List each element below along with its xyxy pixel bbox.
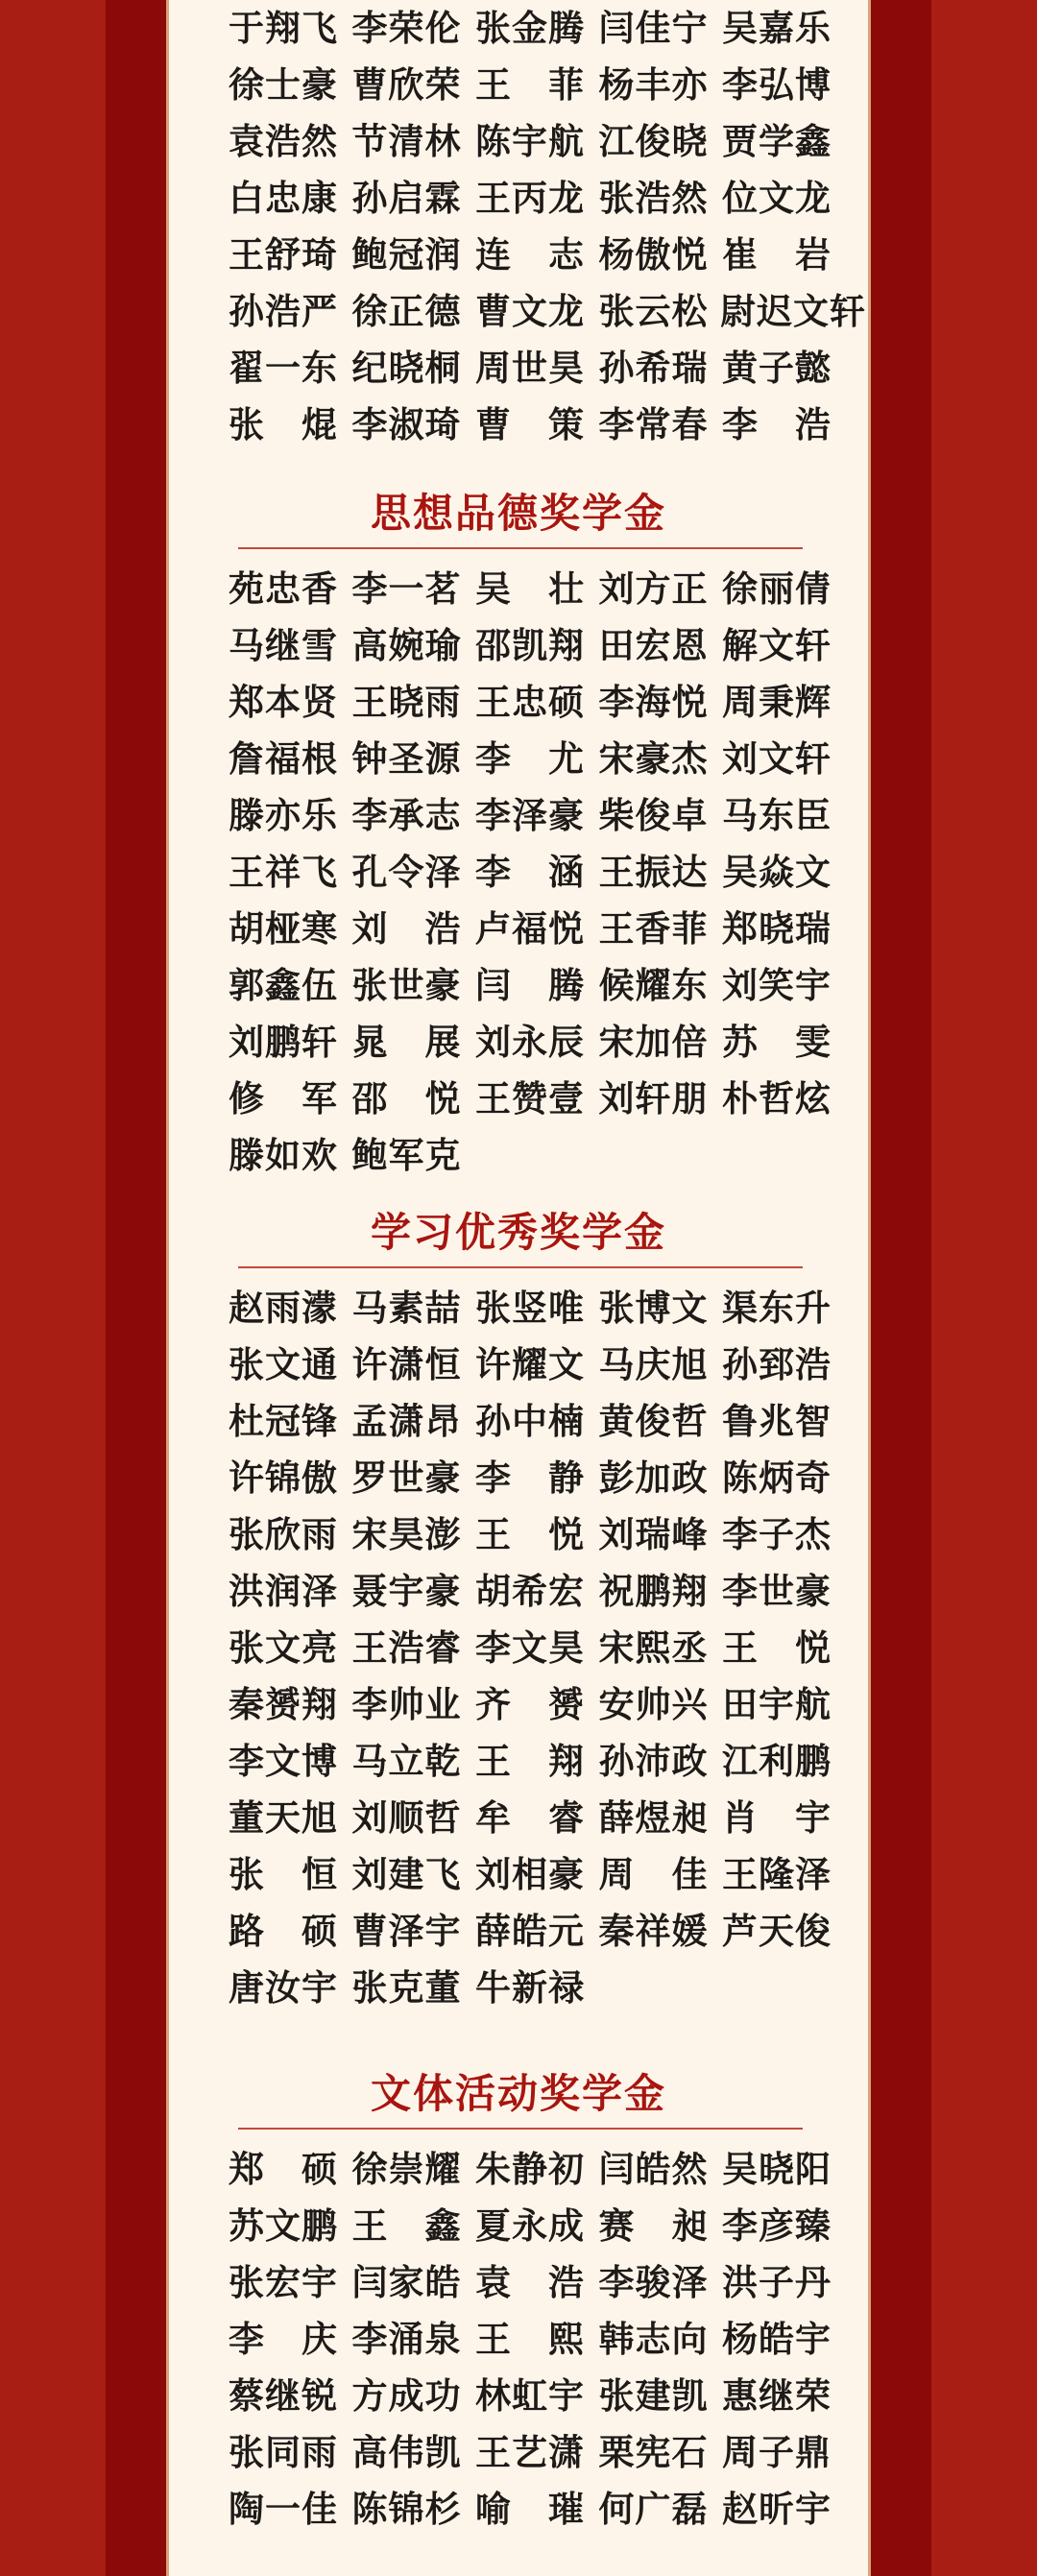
recipient-name: 何广磊 xyxy=(598,2488,709,2530)
recipient-name: 袁浩然 xyxy=(229,120,338,162)
recipient-name: 候耀东 xyxy=(598,964,709,1006)
recipient-name: 齐 赟 xyxy=(475,1683,585,1725)
recipient-name: 芦天俊 xyxy=(722,1910,832,1952)
recipient-name: 王舒琦 xyxy=(229,233,338,276)
recipient-name: 宋加倍 xyxy=(598,1021,709,1063)
recipient-name: 鲁兆智 xyxy=(722,1400,832,1442)
name-row xyxy=(169,113,868,170)
recipient-name: 李涌泉 xyxy=(351,2318,462,2360)
recipient-name: 苏文鹏 xyxy=(229,2204,338,2247)
name-row xyxy=(169,561,868,617)
recipient-name: 詹福根 xyxy=(229,737,338,780)
name-row xyxy=(169,731,868,787)
recipient-name: 高婉瑜 xyxy=(351,624,462,666)
recipient-name: 马继雪 xyxy=(229,624,338,666)
recipient-name: 唐汝宇 xyxy=(229,1966,338,2009)
name-row xyxy=(169,1790,868,1846)
recipient-name: 江俊晓 xyxy=(598,120,709,162)
scholarship-section xyxy=(169,2016,868,2538)
recipient-name: 周 佳 xyxy=(598,1853,709,1895)
recipient-name: 白忠康 xyxy=(229,177,338,219)
name-row xyxy=(169,1563,868,1620)
recipient-name: 张建凯 xyxy=(598,2374,709,2417)
recipient-name: 孔令泽 xyxy=(351,851,462,893)
recipient-name: 苑忠香 xyxy=(229,567,338,610)
name-row xyxy=(169,1336,868,1393)
recipient-name: 牛新禄 xyxy=(475,1966,585,2009)
name-row xyxy=(169,2311,868,2368)
recipient-name: 杨傲悦 xyxy=(598,233,709,276)
recipient-name: 秦赟翔 xyxy=(229,1683,338,1725)
recipient-name: 陈锦杉 xyxy=(351,2488,462,2530)
recipient-name: 韩志向 xyxy=(598,2318,709,2360)
recipient-name: 杜冠锋 xyxy=(229,1400,338,1442)
recipient-name: 许耀文 xyxy=(475,1343,585,1385)
recipient-name: 纪晓桐 xyxy=(351,347,462,389)
recipient-name: 孙希瑞 xyxy=(598,347,709,389)
recipient-name: 黄子懿 xyxy=(722,347,832,389)
recipient-name: 杨皓宇 xyxy=(722,2318,832,2360)
recipient-name: 李骏泽 xyxy=(598,2261,709,2303)
recipient-name: 马东臣 xyxy=(722,794,832,836)
recipient-name: 张文亮 xyxy=(229,1626,338,1669)
section-divider xyxy=(238,1266,803,1268)
recipient-name: 刘永辰 xyxy=(475,1021,585,1063)
recipient-name: 徐崇耀 xyxy=(351,2148,462,2190)
name-row xyxy=(169,2368,868,2424)
recipient-name: 彭加政 xyxy=(598,1457,709,1499)
recipient-name: 张宏宇 xyxy=(229,2261,338,2303)
recipient-name: 黄俊哲 xyxy=(598,1400,709,1442)
recipient-name: 张 焜 xyxy=(229,403,338,445)
recipient-name: 宋熙丞 xyxy=(598,1626,709,1669)
name-row xyxy=(169,283,868,340)
scholarship-section xyxy=(169,453,868,1184)
recipient-name: 孙郅浩 xyxy=(722,1343,832,1385)
name-row xyxy=(169,2424,868,2481)
recipient-name: 王忠硕 xyxy=(475,681,585,723)
recipient-name: 李荣伦 xyxy=(351,7,462,49)
recipient-name: 胡桠寒 xyxy=(229,907,338,950)
recipient-name: 王丙龙 xyxy=(475,177,585,219)
recipient-name: 路 硕 xyxy=(229,1910,338,1952)
name-row xyxy=(169,1393,868,1450)
recipient-name: 王隆泽 xyxy=(722,1853,832,1895)
section-title: 文体活动奖学金 xyxy=(370,2070,666,2117)
recipient-name: 柴俊卓 xyxy=(598,794,709,836)
recipient-name: 周秉辉 xyxy=(722,681,832,723)
recipient-name: 节清林 xyxy=(351,120,462,162)
recipient-name: 王 熙 xyxy=(475,2318,585,2360)
recipient-name: 钟圣源 xyxy=(351,737,462,780)
recipient-name: 崔 岩 xyxy=(722,233,832,276)
recipient-name: 王香菲 xyxy=(598,907,709,950)
recipient-name: 李海悦 xyxy=(598,681,709,723)
recipient-name: 罗世豪 xyxy=(351,1457,462,1499)
recipient-name xyxy=(597,1960,711,2016)
recipient-name: 郑晓瑞 xyxy=(722,907,832,950)
recipient-name: 惠继荣 xyxy=(722,2374,832,2417)
name-row xyxy=(169,397,868,453)
recipient-name: 江利鹏 xyxy=(722,1740,832,1782)
recipient-name: 田宏恩 xyxy=(598,624,709,666)
name-row xyxy=(169,957,868,1014)
recipient-name: 王 悦 xyxy=(475,1513,585,1555)
recipient-name: 喻 璀 xyxy=(475,2488,585,2530)
recipient-name: 徐丽倩 xyxy=(722,567,832,610)
recipient-name: 牟 睿 xyxy=(475,1796,585,1839)
recipient-name: 徐士豪 xyxy=(229,63,338,106)
recipient-name: 孙启霖 xyxy=(351,177,462,219)
recipient-name: 吴 壮 xyxy=(475,567,585,610)
recipient-name xyxy=(597,1127,711,1184)
recipient-name: 李文昊 xyxy=(475,1626,585,1669)
recipient-name: 安帅兴 xyxy=(598,1683,709,1725)
recipient-name: 聂宇豪 xyxy=(351,1570,462,1612)
recipient-name: 王 菲 xyxy=(475,63,585,106)
name-row xyxy=(169,1846,868,1903)
recipient-name: 闫皓然 xyxy=(598,2148,709,2190)
recipient-name: 栗宪石 xyxy=(598,2431,709,2473)
recipient-name: 宋豪杰 xyxy=(598,737,709,780)
name-row xyxy=(169,1071,868,1127)
recipient-name: 渠东升 xyxy=(722,1287,832,1329)
recipient-name: 曹 策 xyxy=(475,403,585,445)
recipient-name: 祝鹏翔 xyxy=(598,1570,709,1612)
recipient-name: 田宇航 xyxy=(722,1683,832,1725)
recipient-name: 赵雨濛 xyxy=(229,1287,338,1329)
name-row xyxy=(169,1676,868,1733)
name-row xyxy=(169,617,868,674)
recipient-name: 尉迟文轩 xyxy=(720,290,866,332)
recipient-name: 吴嘉乐 xyxy=(722,7,832,49)
name-row xyxy=(169,1960,868,2016)
recipient-name: 贾学鑫 xyxy=(722,120,832,162)
recipient-name: 曹文龙 xyxy=(475,290,585,332)
recipient-name: 蔡继锐 xyxy=(229,2374,338,2417)
section-title: 学习优秀奖学金 xyxy=(370,1209,666,1256)
recipient-name: 胡希宏 xyxy=(475,1570,585,1612)
section-divider xyxy=(238,2128,803,2130)
recipient-name: 李帅业 xyxy=(351,1683,462,1725)
recipient-name: 晁 展 xyxy=(351,1021,462,1063)
recipient-name: 李淑琦 xyxy=(351,403,462,445)
recipient-name: 苏 雯 xyxy=(722,1021,832,1063)
recipient-name: 许锦傲 xyxy=(229,1457,338,1499)
recipient-name: 刘笑宇 xyxy=(722,964,832,1006)
recipient-name: 李弘博 xyxy=(722,63,832,106)
recipient-name: 王振达 xyxy=(598,851,709,893)
recipient-name: 于翔飞 xyxy=(229,7,338,49)
name-row xyxy=(169,2481,868,2538)
recipient-name: 位文龙 xyxy=(722,177,832,219)
recipient-name: 刘相豪 xyxy=(475,1853,585,1895)
recipient-name: 高伟凯 xyxy=(351,2431,462,2473)
recipient-name: 张世豪 xyxy=(351,964,462,1006)
recipient-name: 王晓雨 xyxy=(351,681,462,723)
recipient-name: 李 静 xyxy=(475,1457,585,1499)
recipient-name: 孙中楠 xyxy=(475,1400,585,1442)
name-row xyxy=(169,1620,868,1676)
recipient-name: 刘 浩 xyxy=(351,907,462,950)
name-row xyxy=(169,1014,868,1071)
recipient-name: 李泽豪 xyxy=(475,794,585,836)
recipient-name: 鲍冠润 xyxy=(351,233,462,276)
recipient-name: 李文博 xyxy=(229,1740,338,1782)
recipient-name: 朴哲炫 xyxy=(722,1077,832,1119)
recipient-name: 刘轩朋 xyxy=(598,1077,709,1119)
name-row xyxy=(169,674,868,731)
recipient-name: 马庆旭 xyxy=(598,1343,709,1385)
recipient-name: 陈炳奇 xyxy=(722,1457,832,1499)
recipient-name: 洪润泽 xyxy=(229,1570,338,1612)
recipient-name: 刘顺哲 xyxy=(351,1796,462,1839)
scholarship-section xyxy=(169,1184,868,2016)
name-row xyxy=(169,340,868,397)
recipient-name xyxy=(720,1127,833,1184)
recipient-name: 李彦臻 xyxy=(722,2204,832,2247)
recipient-name: 郑本贤 xyxy=(229,681,338,723)
scholarship-section xyxy=(169,0,868,453)
recipient-name: 张浩然 xyxy=(598,177,709,219)
recipient-name: 周子鼎 xyxy=(722,2431,832,2473)
recipient-name: 王 鑫 xyxy=(351,2204,462,2247)
recipient-name: 赛 昶 xyxy=(598,2204,709,2247)
recipient-name: 张文通 xyxy=(229,1343,338,1385)
recipient-name: 徐正德 xyxy=(351,290,462,332)
recipient-name: 刘方正 xyxy=(598,567,709,610)
recipient-name: 闫家皓 xyxy=(351,2261,462,2303)
recipient-name: 刘鹏轩 xyxy=(229,1021,338,1063)
name-row xyxy=(169,0,868,57)
recipient-name: 王浩睿 xyxy=(351,1626,462,1669)
recipient-name: 赵昕宇 xyxy=(722,2488,832,2530)
recipient-name: 袁 浩 xyxy=(475,2261,585,2303)
recipient-name: 孟潇昂 xyxy=(351,1400,462,1442)
recipient-name: 李世豪 xyxy=(722,1570,832,1612)
recipient-name: 张云松 xyxy=(598,290,709,332)
recipient-name: 李 尤 xyxy=(475,737,585,780)
recipient-name: 洪子丹 xyxy=(722,2261,832,2303)
recipient-name: 薛煜昶 xyxy=(598,1796,709,1839)
name-row xyxy=(169,170,868,227)
recipient-name: 马立乾 xyxy=(351,1740,462,1782)
recipient-name: 陶一佳 xyxy=(229,2488,338,2530)
name-row xyxy=(169,1733,868,1790)
recipient-name: 曹欣荣 xyxy=(351,63,462,106)
section-title: 思想品德奖学金 xyxy=(370,490,666,537)
recipient-name: 杨丰亦 xyxy=(598,63,709,106)
recipient-name: 张博文 xyxy=(598,1287,709,1329)
recipient-name: 刘文轩 xyxy=(722,737,832,780)
recipient-name: 李 涵 xyxy=(475,851,585,893)
recipient-name: 吴晓阳 xyxy=(722,2148,832,2190)
recipient-name: 王艺潇 xyxy=(475,2431,585,2473)
recipient-name: 李常春 xyxy=(598,403,709,445)
recipient-name: 刘建飞 xyxy=(351,1853,462,1895)
recipient-name: 周世昊 xyxy=(475,347,585,389)
recipient-name: 张竖唯 xyxy=(475,1287,585,1329)
recipient-name: 邵 悦 xyxy=(351,1077,462,1119)
recipient-name: 宋昊澎 xyxy=(351,1513,462,1555)
name-row xyxy=(169,1280,868,1336)
recipient-name: 解文轩 xyxy=(722,624,832,666)
recipient-name: 王赞壹 xyxy=(475,1077,585,1119)
name-row xyxy=(169,901,868,957)
name-row xyxy=(169,1506,868,1563)
recipient-name: 孙浩严 xyxy=(229,290,338,332)
recipient-name: 李 庆 xyxy=(229,2318,338,2360)
name-list-panel xyxy=(169,0,868,2576)
recipient-name: 林虹宇 xyxy=(475,2374,585,2417)
recipient-name: 张克董 xyxy=(351,1966,462,2009)
recipient-name: 闫佳宁 xyxy=(598,7,709,49)
recipient-name: 马素喆 xyxy=(351,1287,462,1329)
name-row xyxy=(169,227,868,283)
recipient-name: 郭鑫伍 xyxy=(229,964,338,1006)
recipient-name: 王祥飞 xyxy=(229,851,338,893)
recipient-name: 连 志 xyxy=(475,233,585,276)
recipient-name: 曹泽宇 xyxy=(351,1910,462,1952)
name-row xyxy=(169,2254,868,2311)
recipient-name: 吴焱文 xyxy=(722,851,832,893)
recipient-name: 李承志 xyxy=(351,794,462,836)
recipient-name: 邵凯翔 xyxy=(475,624,585,666)
recipient-name: 陈宇航 xyxy=(475,120,585,162)
recipient-name: 李子杰 xyxy=(722,1513,832,1555)
recipient-name xyxy=(473,1127,587,1184)
recipient-name: 张金腾 xyxy=(475,7,585,49)
recipient-name: 滕如欢 xyxy=(229,1134,338,1176)
recipient-name: 夏永成 xyxy=(475,2204,585,2247)
name-row xyxy=(169,2141,868,2198)
name-row xyxy=(169,1450,868,1506)
right-decorative-band xyxy=(868,0,931,2576)
recipient-name: 滕亦乐 xyxy=(229,794,338,836)
name-row xyxy=(169,2198,868,2254)
recipient-name: 翟一东 xyxy=(229,347,338,389)
recipient-name: 肖 宇 xyxy=(722,1796,832,1839)
left-decorative-band xyxy=(106,0,169,2576)
recipient-name: 许潇恒 xyxy=(351,1343,462,1385)
recipient-name: 李一茗 xyxy=(351,567,462,610)
recipient-name: 朱静初 xyxy=(475,2148,585,2190)
recipient-name: 郑 硕 xyxy=(229,2148,338,2190)
name-row xyxy=(169,1127,868,1184)
name-row xyxy=(169,787,868,844)
recipient-name: 闫 腾 xyxy=(475,964,585,1006)
recipient-name: 秦祥媛 xyxy=(598,1910,709,1952)
recipient-name: 薛皓元 xyxy=(475,1910,585,1952)
recipient-name: 李 浩 xyxy=(722,403,832,445)
name-row xyxy=(169,1903,868,1960)
recipient-name: 张 恒 xyxy=(229,1853,338,1895)
name-row xyxy=(169,57,868,113)
recipient-name: 董天旭 xyxy=(229,1796,338,1839)
recipient-name xyxy=(720,1960,833,2016)
recipient-name: 张欣雨 xyxy=(229,1513,338,1555)
section-divider xyxy=(238,547,803,549)
recipient-name: 修 军 xyxy=(229,1077,338,1119)
recipient-name: 鲍军克 xyxy=(351,1134,462,1176)
recipient-name: 孙沛政 xyxy=(598,1740,709,1782)
recipient-name: 王 翔 xyxy=(475,1740,585,1782)
recipient-name: 张同雨 xyxy=(229,2431,338,2473)
recipient-name: 方成功 xyxy=(351,2374,462,2417)
recipient-name: 卢福悦 xyxy=(475,907,585,950)
recipient-name: 王 悦 xyxy=(722,1626,832,1669)
name-row xyxy=(169,844,868,901)
recipient-name: 刘瑞峰 xyxy=(598,1513,709,1555)
